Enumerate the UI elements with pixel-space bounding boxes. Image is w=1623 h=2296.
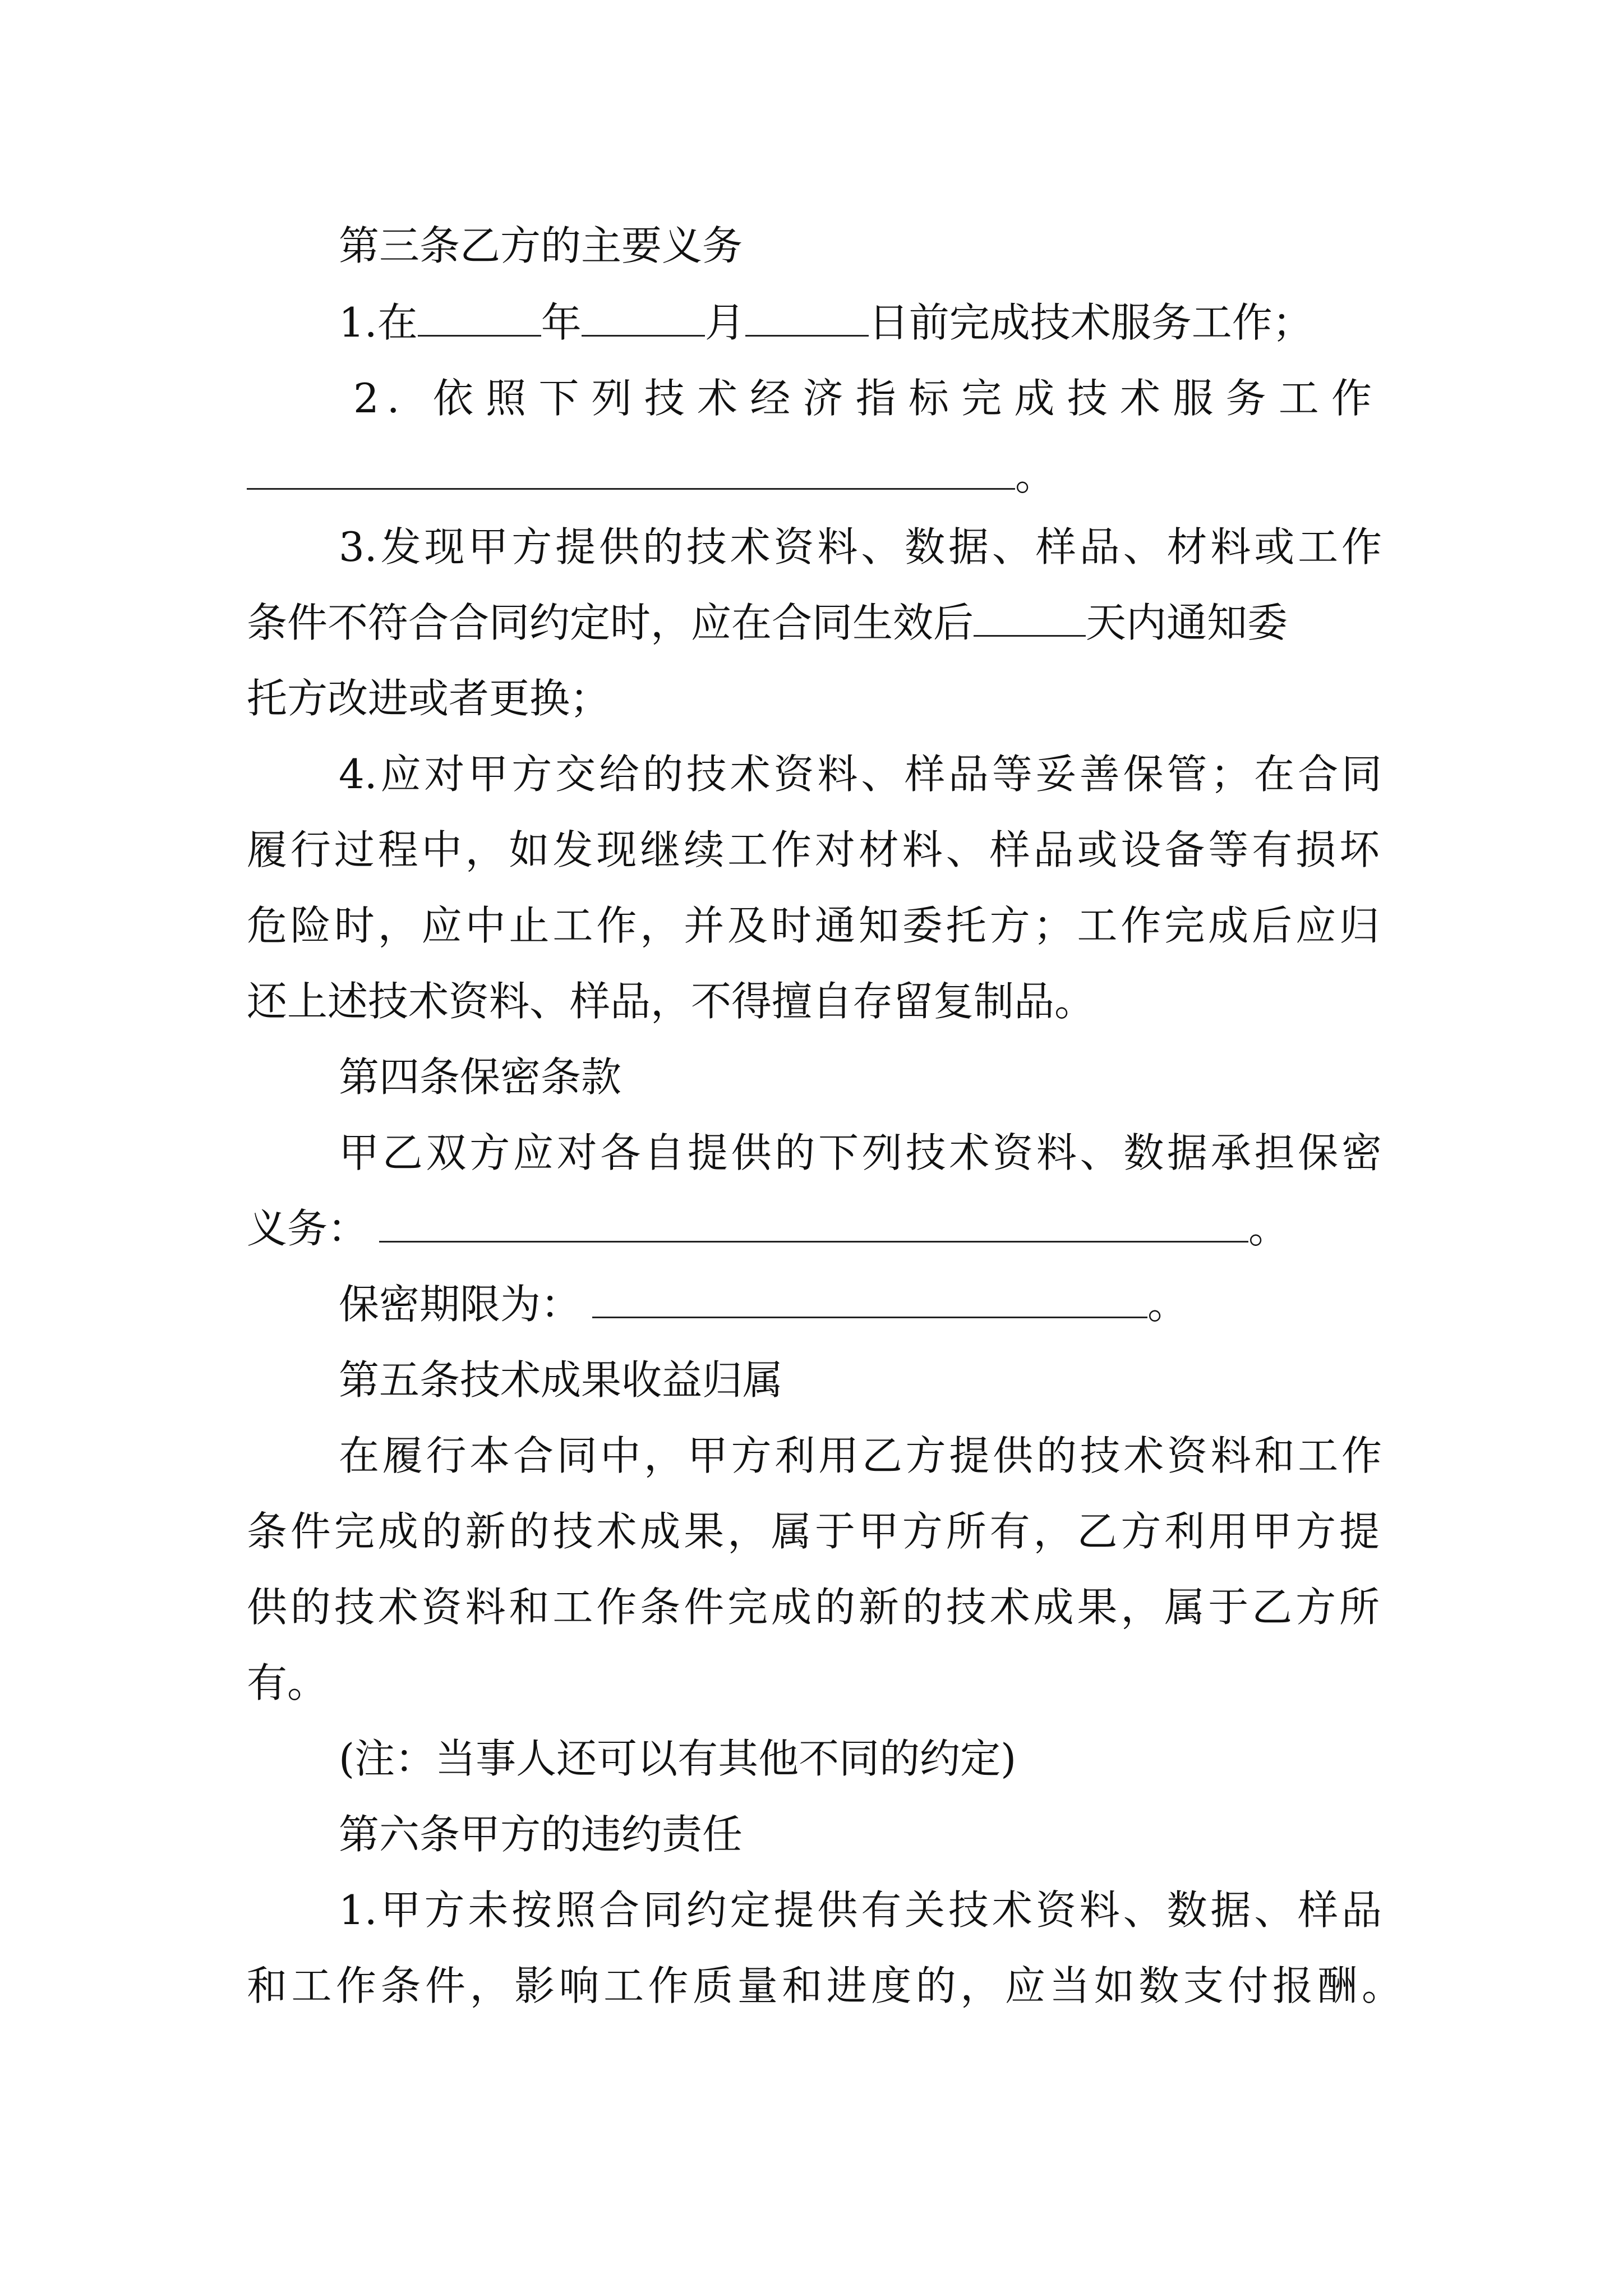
article-5-body-line-1: 在履行本合同中，甲方利用乙方提供的技术资料和工作 xyxy=(339,1432,1382,1479)
article-3-item-4-line-1: 4.应对甲方交给的技术资料、样品等妥善保管；在合同 xyxy=(339,751,1382,798)
days-blank[interactable] xyxy=(974,595,1086,637)
indicator-blank[interactable] xyxy=(247,448,1015,490)
term-label: 保密期限为： xyxy=(339,1281,582,1328)
item-1-suffix: 日前完成技术服务工作； xyxy=(868,299,1313,346)
article-3-item-1 xyxy=(339,295,1382,351)
article-4-body-line-1: 甲乙双方应对各自提供的下列技术资料、数据承担保密 xyxy=(339,1129,1382,1176)
confidential-materials-blank[interactable] xyxy=(379,1200,1248,1243)
confidentiality-term xyxy=(339,1276,1382,1332)
article-3-item-4-line-2: 履行过程中，如发现继续工作对材料、样品或设备等有损坏 xyxy=(247,826,1380,873)
obligation-label: 义务： xyxy=(247,1205,368,1252)
article-6-heading: 第六条甲方的违约责任 xyxy=(339,1811,743,1858)
term-end: 。 xyxy=(1147,1281,1188,1328)
article-5-body-line-4: 有。 xyxy=(247,1659,328,1706)
article-3-item-4-line-3: 危险时，应中止工作，并及时通知委托方；工作完成后应归 xyxy=(247,902,1380,949)
article-6-item-1-line-1: 1.甲方未按照合同约定提供有关技术资料、数据、样品 xyxy=(339,1887,1382,1934)
article-3-item-2-line-2 xyxy=(247,448,1380,504)
article-5-heading: 第五条技术成果收益归属 xyxy=(339,1356,783,1404)
article-5-body-line-2: 条件完成的新的技术成果，属于甲方所有，乙方利用甲方提 xyxy=(247,1508,1380,1555)
item-1-prefix: 1.在 xyxy=(339,299,418,346)
article-6-item-1-line-2: 和工作条件，影响工作质量和进度的，应当如数支付报酬。 xyxy=(247,1962,1402,2009)
article-3-heading: 第三条乙方的主要义务 xyxy=(339,222,743,269)
month-label: 月 xyxy=(704,299,745,346)
year-blank[interactable] xyxy=(418,295,541,337)
item-3-text-b: 天内通知委 xyxy=(1086,599,1288,646)
article-5-body-line-3: 供的技术资料和工作条件完成的新的技术成果，属于乙方所 xyxy=(247,1584,1380,1631)
article-3-item-3-line-2 xyxy=(247,595,1380,651)
day-blank[interactable] xyxy=(745,295,869,337)
article-4-body-end: 。 xyxy=(1248,1205,1289,1252)
article-3-item-3-line-3: 托方改进或者更换； xyxy=(247,675,611,722)
month-blank[interactable] xyxy=(582,295,705,337)
item-3-text-a: 条件不符合合同约定时，应在合同生效后 xyxy=(247,599,974,646)
article-3-item-2-line-1: 2. 依照下列技术经济指标完成技术服务工作 xyxy=(353,375,1380,422)
article-3-item-3-line-1: 3.发现甲方提供的技术资料、数据、样品、材料或工作 xyxy=(339,523,1382,570)
term-blank[interactable] xyxy=(592,1276,1147,1318)
article-5-note: (注：当事人还可以有其他不同的约定) xyxy=(339,1735,1017,1782)
article-3-item-4-line-4: 还上述技术资料、样品，不得擅自存留复制品。 xyxy=(247,978,1095,1025)
item-2-end: 。 xyxy=(1015,452,1056,499)
article-4-body-line-2 xyxy=(247,1200,1380,1257)
article-4-heading: 第四条保密条款 xyxy=(339,1053,622,1101)
year-label: 年 xyxy=(541,299,582,346)
